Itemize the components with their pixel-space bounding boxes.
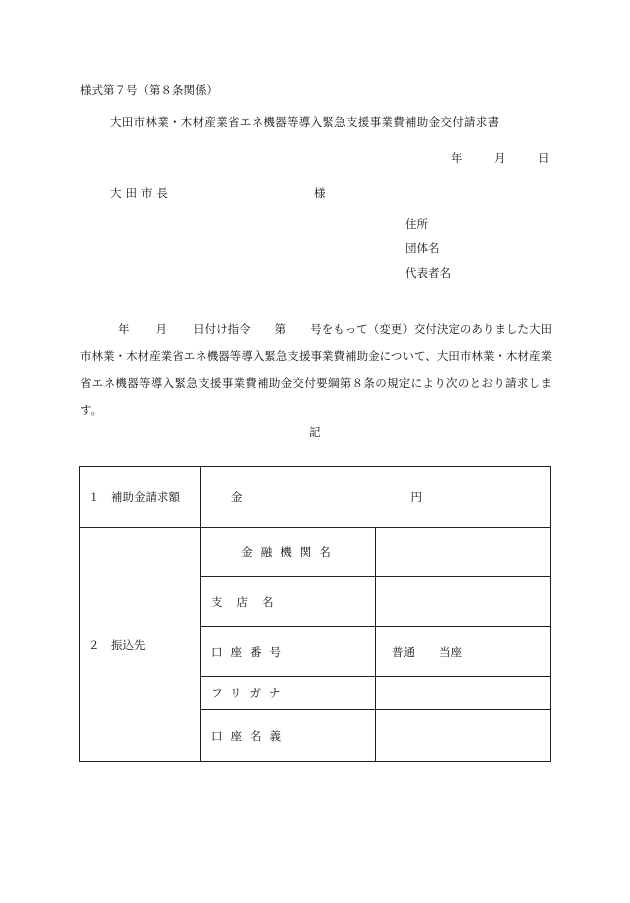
- account-type-current[interactable]: 当座: [439, 644, 462, 659]
- amount-label: １ 補助金請求額: [80, 467, 201, 528]
- account-holder-field[interactable]: [376, 710, 551, 762]
- body-number-prefix: 第: [274, 322, 287, 336]
- body-main-text: 号をもって（変更）交付決定のありました大田市林業・木材産業省エネ機器等導入緊急支援事業費補助金について、大田市林業・木材産業省エネ機器等導入緊急支援事業費補助金交付要綱第８条の規定により次のとおり請求します。: [80, 322, 553, 417]
- account-number-label: 口座番号: [201, 627, 376, 677]
- applicant-organization-label: 団体名: [405, 241, 440, 255]
- amount-cell[interactable]: [201, 467, 551, 528]
- request-details-table: [79, 466, 551, 762]
- transfer-destination-label: ２ 振込先: [80, 528, 201, 762]
- date-year-label: 年: [451, 151, 463, 165]
- body-year: 年: [118, 322, 130, 336]
- furigana-label: フリガナ: [201, 677, 376, 710]
- addressee-name: 大田市長: [110, 186, 172, 200]
- account-number-field[interactable]: [376, 627, 551, 677]
- amount-unit: 円: [410, 490, 422, 504]
- table-row: [80, 467, 551, 528]
- date-day-label: 日: [538, 151, 550, 165]
- request-paragraph: [80, 316, 552, 424]
- applicant-representative-label: 代表者名: [405, 266, 451, 280]
- form-number: 様式第７号（第８条関係）: [80, 83, 218, 97]
- account-holder-label: 口座名義: [201, 710, 376, 762]
- amount-prefix: 金: [231, 490, 243, 504]
- table-row: [80, 528, 551, 577]
- document-title: 大田市林業・木材産業省エネ機器等導入緊急支援事業費補助金交付請求書: [110, 115, 500, 129]
- date-month-label: 月: [494, 151, 506, 165]
- applicant-address-label: 住所: [405, 217, 428, 231]
- bank-name-field[interactable]: [376, 528, 551, 577]
- furigana-field[interactable]: [376, 677, 551, 710]
- branch-name-label: 支店名: [201, 577, 376, 627]
- body-month: 月: [155, 322, 168, 336]
- addressee-honorific: 様: [314, 186, 326, 200]
- branch-name-field[interactable]: [376, 577, 551, 627]
- ki-heading: 記: [309, 425, 321, 439]
- body-day-directive: 日付け指令: [193, 322, 251, 336]
- account-type-ordinary[interactable]: 普通: [392, 644, 415, 659]
- bank-name-label: 金融機関名: [201, 528, 376, 577]
